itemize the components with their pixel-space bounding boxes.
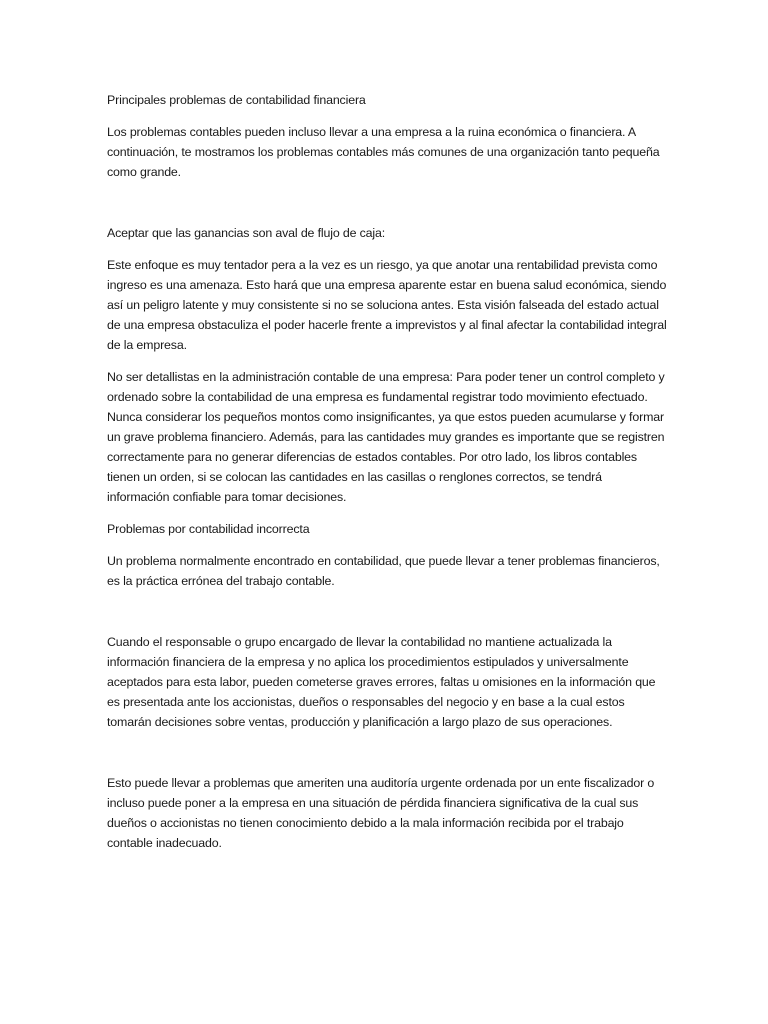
intro-paragraph: Los problemas contables pueden incluso llevar a una empresa a la ruina económica o financiera. A continuación, te mostramos los problemas contables más comunes de una organización tanto pequeña como grande.: [107, 125, 660, 179]
paragraph-detallistas: No ser detallistas en la administración contable de una empresa: Para poder tener un control completo y ordenado sobre la contabilidad de una empresa es fundamental registrar todo movimiento efectuado. Nunca considerar los pequeños montos como insignificantes, ya que estos pueden acumularse y formar un grave problema financiero. Además, para las cantidades muy grandes es importante que se registren correctamente para no generar diferencias de estados contables. Por otro lado, los libros contables tienen un orden, si se colocan las cantidades en las casillas o renglones correctos, se tendrá información confiable para tomar decisiones.: [107, 370, 665, 504]
section-heading-ganancias: Aceptar que las ganancias son aval de flujo de caja:: [107, 226, 386, 240]
document-title: Principales problemas de contabilidad financiera: [107, 93, 366, 107]
paragraph-ganancias: Este enfoque es muy tentador pera a la vez es un riesgo, ya que anotar una rentabilidad prevista como ingreso es una amenaza. Esto hará que una empresa aparente estar en buena salud económica, siendo así un peligro latente y muy consistente si no se soluciona antes. Esta visión falseada del estado actual de una empresa obstaculiza el poder hacerle frente a imprevistos y al final afectar la contabilidad integral de la empresa.: [107, 258, 667, 352]
section-heading-contabilidad-incorrecta: Problemas por contabilidad incorrecta: [107, 522, 310, 536]
paragraph-responsable: Cuando el responsable o grupo encargado de llevar la contabilidad no mantiene actualizada la información financiera de la empresa y no aplica los procedimientos estipulados y universalmente aceptados para esta labor, pueden cometerse graves errores, faltas u omisiones en la información que es presentada ante los accionistas, dueños o responsables del negocio y en base a la cual estos tomarán decisiones sobre ventas, producción y planificación a largo plazo de sus operaciones.: [107, 635, 656, 729]
document-page: [107, 90, 667, 853]
paragraph-auditoria: Esto puede llevar a problemas que ameriten una auditoría urgente ordenada por un ente fiscalizador o incluso puede poner a la empresa en una situación de pérdida financiera significativa de la cual sus dueños o accionistas no tienen conocimiento debido a la mala información recibida por el trabajo contable inadecuado.: [107, 776, 655, 850]
paragraph-practica-erronea: Un problema normalmente encontrado en contabilidad, que puede llevar a tener problemas financieros, es la práctica errónea del trabajo contable.: [107, 554, 660, 588]
